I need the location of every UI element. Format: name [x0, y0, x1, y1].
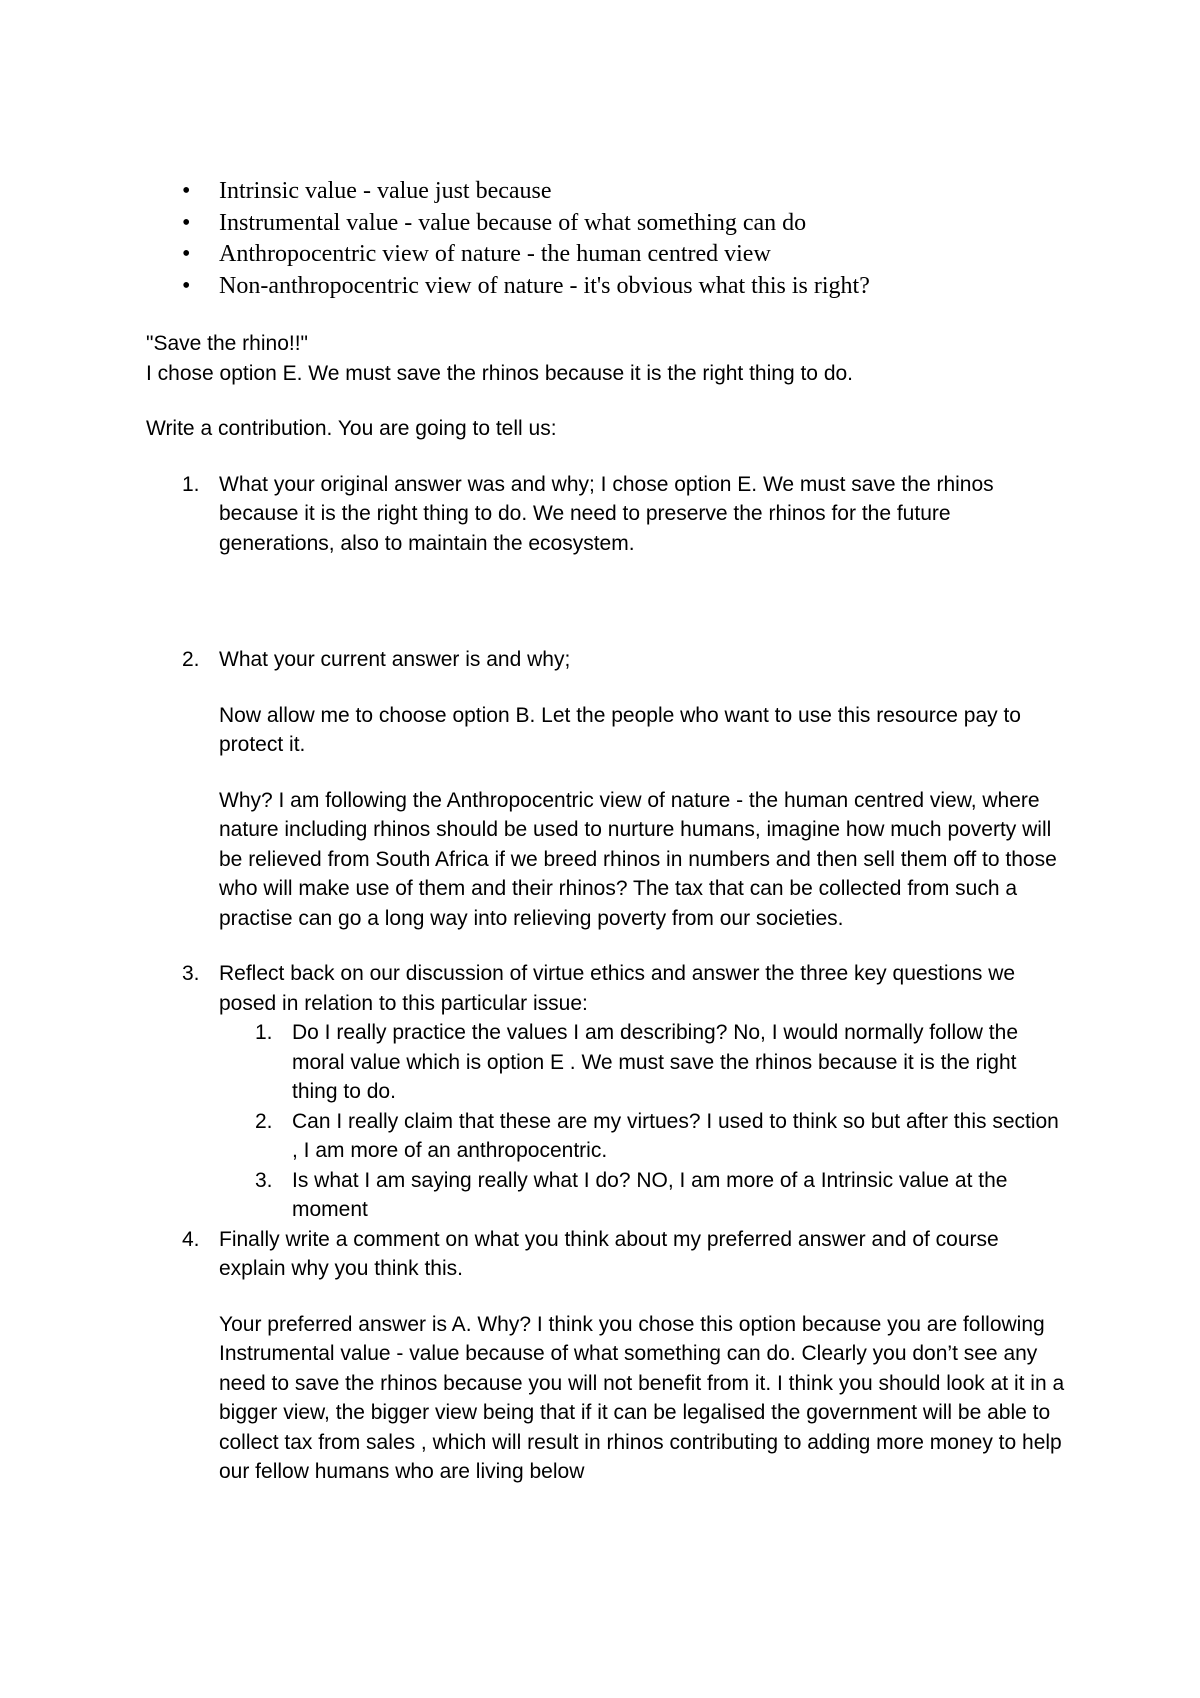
bullet-text: Non-anthropocentric view of nature - it's obvious what this is right? — [219, 272, 870, 299]
sub-list-number: 1. — [255, 1021, 273, 1044]
list-number: 2. — [182, 648, 200, 671]
bullet-glyph: • — [182, 209, 191, 236]
list-item-text: What your current answer is and why; — [219, 648, 571, 671]
list-item-text: What your original answer was and why; I chose option E. We must save the rhinos because it is the right thing to do. We need to preserve the rhinos for the future generations, also to maintain the ecosystem. — [219, 472, 994, 555]
bullet-item — [146, 176, 1066, 208]
bullet-item — [146, 208, 1066, 240]
chose-option-text: I chose option E. We must save the rhinos because it is the right thing to do. — [146, 361, 854, 385]
list-item-text: Reflect back on our discussion of virtue ethics and answer the three key questions we posed in relation to this particular issue: — [219, 962, 1016, 1015]
list-item-paragraph: Your preferred answer is A. Why? I think you chose this option because you are following Instrumental value - value because of what something can do. Clearly you don’t see any need to save the rhinos because you will not benefit from it. I think you should look at it in a bigger view, the bigger view being that if it can be legalised the government will be able to collect tax from sales , which will result in rhinos contributing to adding more money to help our fellow humans who are living below — [219, 1312, 1065, 1483]
sub-list-item — [219, 1166, 1066, 1225]
bullet-glyph: • — [182, 178, 191, 204]
save-rhino-heading: "Save the rhino!!" — [146, 332, 309, 355]
bullet-text: Instrumental value - value because of what something can do — [219, 209, 807, 236]
list-number: 4. — [182, 1227, 200, 1251]
bullet-glyph: • — [182, 241, 191, 267]
bullet-item — [146, 239, 1066, 271]
list-item — [146, 1225, 1066, 1487]
value-bullet-list — [146, 176, 1066, 302]
list-item-text: Finally write a comment on what you think about my preferred answer and of course explain why you think this. — [219, 1227, 999, 1280]
bullet-item — [146, 271, 1066, 303]
list-item-paragraph: Why? I am following the Anthropocentric view of nature - the human centred view, where nature including rhinos should be used to nurture humans, imagine how much poverty will be relieved from South Africa if we breed rhinos in numbers and then sell them off to those who will make use of them and their rhinos? The tax that can be collected from such a practise can go a long way into relieving poverty from our societies. — [219, 788, 1057, 930]
list-item — [146, 959, 1066, 1225]
list-number: 3. — [182, 962, 200, 985]
list-item-paragraph: Now allow me to choose option B. Let the people who want to use this resource pay to protect it. — [219, 703, 1021, 756]
sub-list-item — [219, 1018, 1066, 1107]
contribution-list — [146, 470, 1066, 1487]
write-contribution-prompt: Write a contribution. You are going to tell us: — [146, 417, 557, 440]
sub-list-number: 3. — [255, 1168, 273, 1192]
sub-list-text: Do I really practice the values I am describing? No, I would normally follow the moral value which is option E . We must save the rhinos because it is the right thing to do. — [292, 1021, 1018, 1103]
list-number: 1. — [182, 472, 200, 496]
sub-list-text: Can I really claim that these are my virtues? I used to think so but after this section , I am more of an anthropocentric. — [292, 1109, 1059, 1162]
bullet-glyph: • — [182, 272, 191, 299]
bullet-text: Intrinsic value - value just because — [219, 178, 552, 204]
bullet-text: Anthropocentric view of nature - the human centred view — [219, 241, 771, 267]
sub-list-number: 2. — [255, 1109, 273, 1133]
sub-list-text: Is what I am saying really what I do? NO, I am more of a Intrinsic value at the moment — [292, 1168, 1008, 1221]
virtue-questions-list — [219, 1018, 1066, 1225]
list-item — [146, 645, 1066, 959]
list-item — [146, 470, 1066, 646]
document-body — [146, 176, 1066, 1487]
sub-list-item — [219, 1107, 1066, 1166]
